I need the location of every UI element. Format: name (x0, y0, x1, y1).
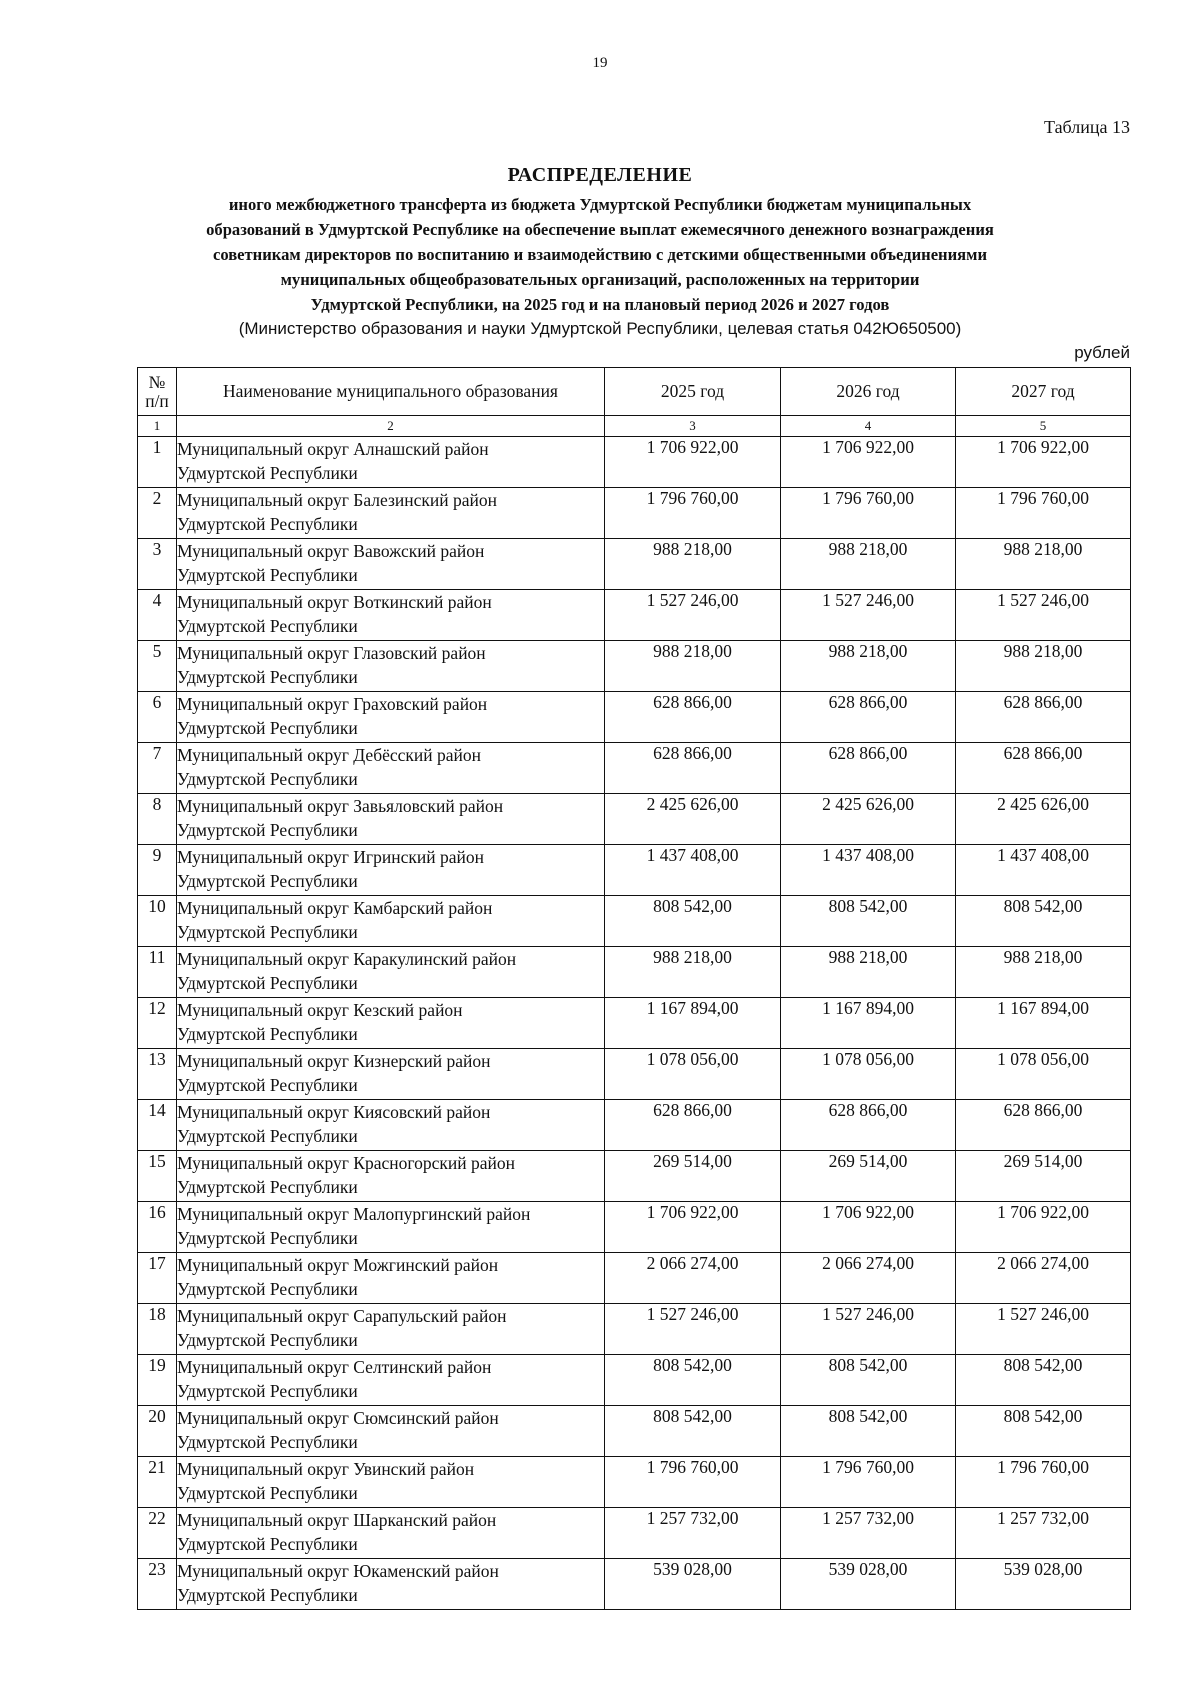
value-2026: 1 706 922,00 (781, 437, 956, 488)
table-row (138, 1508, 1131, 1559)
value-2027: 1 796 760,00 (956, 488, 1131, 539)
municipality-name-line1: Муниципальный округ Камбарский район (177, 898, 493, 918)
value-2026: 1 167 894,00 (781, 998, 956, 1049)
municipality-name-line2: Удмуртской Республики (177, 1075, 358, 1095)
row-number: 7 (138, 743, 177, 794)
value-2025: 1 527 246,00 (605, 590, 781, 641)
value-2025: 1 257 732,00 (605, 1508, 781, 1559)
distribution-table (137, 367, 1131, 1610)
municipality-name-line2: Удмуртской Республики (177, 1534, 358, 1554)
municipality-name (177, 437, 605, 488)
municipality-name (177, 998, 605, 1049)
municipality-name-line1: Муниципальный округ Вавожский район (177, 541, 485, 561)
value-2026: 808 542,00 (781, 896, 956, 947)
municipality-name-line2: Удмуртской Республики (177, 1381, 358, 1401)
municipality-name-line1: Муниципальный округ Дебёсский район (177, 745, 482, 765)
value-2027: 988 218,00 (956, 641, 1131, 692)
value-2025: 539 028,00 (605, 1559, 781, 1610)
value-2027: 1 706 922,00 (956, 437, 1131, 488)
row-number: 2 (138, 488, 177, 539)
municipality-name (177, 1508, 605, 1559)
municipality-name-line1: Муниципальный округ Юкаменский район (177, 1561, 499, 1581)
column-index: 2 (177, 416, 605, 437)
value-2025: 2 425 626,00 (605, 794, 781, 845)
municipality-name-line2: Удмуртской Республики (177, 922, 358, 942)
column-index: 1 (138, 416, 177, 437)
municipality-name-line1: Муниципальный округ Киясовский район (177, 1102, 491, 1122)
municipality-name-line1: Муниципальный округ Кизнерский район (177, 1051, 491, 1071)
municipality-name (177, 590, 605, 641)
header-2027: 2027 год (956, 368, 1131, 416)
municipality-name (177, 1559, 605, 1610)
value-2025: 1 706 922,00 (605, 1202, 781, 1253)
municipality-name-line2: Удмуртской Республики (177, 1585, 358, 1605)
value-2026: 988 218,00 (781, 539, 956, 590)
value-2027: 1 527 246,00 (956, 1304, 1131, 1355)
value-2026: 1 796 760,00 (781, 1457, 956, 1508)
municipality-name-line1: Муниципальный округ Граховский район (177, 694, 488, 714)
units-label: рублей (1074, 343, 1130, 362)
value-2025: 1 796 760,00 (605, 1457, 781, 1508)
table-row (138, 1049, 1131, 1100)
table-header-row (138, 368, 1131, 416)
value-2025: 988 218,00 (605, 641, 781, 692)
row-number: 1 (138, 437, 177, 488)
value-2025: 269 514,00 (605, 1151, 781, 1202)
value-2026: 1 257 732,00 (781, 1508, 956, 1559)
municipality-name-line2: Удмуртской Республики (177, 1024, 358, 1044)
value-2027: 1 706 922,00 (956, 1202, 1131, 1253)
municipality-name-line2: Удмуртской Республики (177, 514, 358, 534)
value-2026: 2 066 274,00 (781, 1253, 956, 1304)
value-2027: 1 796 760,00 (956, 1457, 1131, 1508)
table-row (138, 947, 1131, 998)
value-2027: 269 514,00 (956, 1151, 1131, 1202)
title-line: муниципальных общеобразовательных организаций, расположенных на территории (280, 270, 920, 289)
municipality-name-line2: Удмуртской Республики (177, 1330, 358, 1350)
municipality-name-line1: Муниципальный округ Воткинский район (177, 592, 492, 612)
value-2026: 628 866,00 (781, 692, 956, 743)
municipality-name (177, 845, 605, 896)
value-2025: 628 866,00 (605, 1100, 781, 1151)
municipality-name (177, 1151, 605, 1202)
municipality-name (177, 743, 605, 794)
header-number (138, 368, 177, 416)
value-2026: 1 437 408,00 (781, 845, 956, 896)
column-index: 4 (781, 416, 956, 437)
table-row (138, 437, 1131, 488)
municipality-name-line2: Удмуртской Республики (177, 718, 358, 738)
value-2027: 539 028,00 (956, 1559, 1131, 1610)
municipality-name-line1: Муниципальный округ Завьяловский район (177, 796, 504, 816)
value-2026: 808 542,00 (781, 1406, 956, 1457)
municipality-name (177, 1304, 605, 1355)
value-2026: 1 706 922,00 (781, 1202, 956, 1253)
municipality-name (177, 539, 605, 590)
value-2027: 628 866,00 (956, 692, 1131, 743)
value-2025: 628 866,00 (605, 743, 781, 794)
row-number: 22 (138, 1508, 177, 1559)
row-number: 14 (138, 1100, 177, 1151)
table-row (138, 488, 1131, 539)
column-index-row (138, 416, 1131, 437)
municipality-name-line1: Муниципальный округ Балезинский район (177, 490, 497, 510)
table-row (138, 692, 1131, 743)
municipality-name-line2: Удмуртской Республики (177, 871, 358, 891)
municipality-name-line1: Муниципальный округ Шарканский район (177, 1510, 497, 1530)
municipality-name-line2: Удмуртской Республики (177, 1279, 358, 1299)
title-line: Удмуртской Республики, на 2025 год и на плановый период 2026 и 2027 годов (310, 295, 890, 314)
row-number: 4 (138, 590, 177, 641)
value-2027: 808 542,00 (956, 896, 1131, 947)
value-2025: 1 706 922,00 (605, 437, 781, 488)
row-number: 13 (138, 1049, 177, 1100)
value-2027: 628 866,00 (956, 743, 1131, 794)
row-number: 11 (138, 947, 177, 998)
column-index: 5 (956, 416, 1131, 437)
row-number: 20 (138, 1406, 177, 1457)
value-2026: 1 527 246,00 (781, 590, 956, 641)
value-2026: 808 542,00 (781, 1355, 956, 1406)
document-heading: РАСПРЕДЕЛЕНИЕ (507, 164, 693, 186)
municipality-name-line1: Муниципальный округ Каракулинский район (177, 949, 517, 969)
value-2025: 1 078 056,00 (605, 1049, 781, 1100)
table-row (138, 1202, 1131, 1253)
row-number: 12 (138, 998, 177, 1049)
title-line: иного межбюджетного трансферта из бюджета Удмуртской Республики бюджетам муниципальных (228, 195, 972, 214)
value-2025: 988 218,00 (605, 947, 781, 998)
table-row (138, 590, 1131, 641)
municipality-name-line1: Муниципальный округ Сюмсинский район (177, 1408, 499, 1428)
table-row (138, 641, 1131, 692)
value-2027: 808 542,00 (956, 1355, 1131, 1406)
document-subtitle: (Министерство образования и науки Удмуртской Республики, целевая статья 042Ю650500) (238, 319, 962, 338)
municipality-name-line1: Муниципальный округ Красногорский район (177, 1153, 515, 1173)
table-row (138, 1253, 1131, 1304)
row-number: 15 (138, 1151, 177, 1202)
header-2025: 2025 год (605, 368, 781, 416)
table-row (138, 794, 1131, 845)
municipality-name (177, 641, 605, 692)
value-2027: 1 167 894,00 (956, 998, 1131, 1049)
row-number: 18 (138, 1304, 177, 1355)
municipality-name-line2: Удмуртской Республики (177, 1228, 358, 1248)
row-number: 17 (138, 1253, 177, 1304)
value-2025: 808 542,00 (605, 896, 781, 947)
municipality-name (177, 1457, 605, 1508)
header-number-line1: № (148, 371, 166, 392)
value-2027: 808 542,00 (956, 1406, 1131, 1457)
municipality-name-line1: Муниципальный округ Сарапульский район (177, 1306, 507, 1326)
value-2025: 2 066 274,00 (605, 1253, 781, 1304)
municipality-name-line1: Муниципальный округ Кезский район (177, 1000, 463, 1020)
municipality-name-line2: Удмуртской Республики (177, 1483, 358, 1503)
municipality-name (177, 1406, 605, 1457)
value-2026: 988 218,00 (781, 641, 956, 692)
row-number: 21 (138, 1457, 177, 1508)
title-line: советникам директоров по воспитанию и взаимодействию с детскими общественными объединениями (212, 245, 988, 264)
value-2025: 808 542,00 (605, 1406, 781, 1457)
table-row (138, 1457, 1131, 1508)
header-number-line2: п/п (145, 390, 169, 411)
table-body (138, 437, 1131, 1610)
row-number: 16 (138, 1202, 177, 1253)
table-row (138, 1355, 1131, 1406)
page-number: 19 (592, 55, 608, 71)
municipality-name-line2: Удмуртской Республики (177, 1432, 358, 1452)
value-2027: 1 078 056,00 (956, 1049, 1131, 1100)
value-2027: 988 218,00 (956, 947, 1131, 998)
row-number: 23 (138, 1559, 177, 1610)
value-2027: 1 437 408,00 (956, 845, 1131, 896)
municipality-name-line1: Муниципальный округ Малопургинский район (177, 1204, 531, 1224)
row-number: 5 (138, 641, 177, 692)
municipality-name (177, 1202, 605, 1253)
row-number: 6 (138, 692, 177, 743)
value-2026: 539 028,00 (781, 1559, 956, 1610)
table-row (138, 896, 1131, 947)
municipality-name (177, 1100, 605, 1151)
municipality-name (177, 1355, 605, 1406)
municipality-name (177, 794, 605, 845)
municipality-name-line2: Удмуртской Республики (177, 973, 358, 993)
value-2025: 1 527 246,00 (605, 1304, 781, 1355)
table-row (138, 743, 1131, 794)
row-number: 10 (138, 896, 177, 947)
value-2026: 1 796 760,00 (781, 488, 956, 539)
municipality-name-line2: Удмуртской Республики (177, 769, 358, 789)
table-row (138, 1100, 1131, 1151)
table-row (138, 1406, 1131, 1457)
value-2027: 988 218,00 (956, 539, 1131, 590)
header-2026: 2026 год (781, 368, 956, 416)
row-number: 9 (138, 845, 177, 896)
value-2025: 808 542,00 (605, 1355, 781, 1406)
municipality-name-line2: Удмуртской Республики (177, 667, 358, 687)
table-row (138, 539, 1131, 590)
municipality-name (177, 896, 605, 947)
value-2026: 1 527 246,00 (781, 1304, 956, 1355)
value-2027: 2 425 626,00 (956, 794, 1131, 845)
value-2026: 628 866,00 (781, 743, 956, 794)
municipality-name-line2: Удмуртской Республики (177, 1126, 358, 1146)
value-2027: 628 866,00 (956, 1100, 1131, 1151)
municipality-name-line1: Муниципальный округ Игринский район (177, 847, 484, 867)
title-line: образований в Удмуртской Республике на обеспечение выплат ежемесячного денежного вознаграждения (206, 220, 994, 239)
municipality-name-line1: Муниципальный округ Увинский район (177, 1459, 475, 1479)
municipality-name-line1: Муниципальный округ Можгинский район (177, 1255, 499, 1275)
municipality-name (177, 947, 605, 998)
table-label: Таблица 13 (1044, 117, 1130, 137)
header-name: Наименование муниципального образования (177, 368, 605, 416)
municipality-name (177, 1049, 605, 1100)
municipality-name (177, 488, 605, 539)
value-2025: 628 866,00 (605, 692, 781, 743)
municipality-name-line1: Муниципальный округ Алнашский район (177, 439, 489, 459)
value-2027: 2 066 274,00 (956, 1253, 1131, 1304)
value-2026: 1 078 056,00 (781, 1049, 956, 1100)
table-row (138, 1304, 1131, 1355)
table-row (138, 845, 1131, 896)
municipality-name (177, 692, 605, 743)
municipality-name-line2: Удмуртской Республики (177, 565, 358, 585)
value-2025: 988 218,00 (605, 539, 781, 590)
value-2025: 1 437 408,00 (605, 845, 781, 896)
municipality-name-line2: Удмуртской Республики (177, 616, 358, 636)
table-row (138, 998, 1131, 1049)
row-number: 8 (138, 794, 177, 845)
municipality-name-line1: Муниципальный округ Селтинский район (177, 1357, 492, 1377)
value-2026: 2 425 626,00 (781, 794, 956, 845)
value-2025: 1 796 760,00 (605, 488, 781, 539)
value-2027: 1 527 246,00 (956, 590, 1131, 641)
table-row (138, 1559, 1131, 1610)
municipality-name-line2: Удмуртской Республики (177, 820, 358, 840)
value-2026: 269 514,00 (781, 1151, 956, 1202)
value-2026: 988 218,00 (781, 947, 956, 998)
municipality-name-line2: Удмуртской Республики (177, 463, 358, 483)
municipality-name-line2: Удмуртской Республики (177, 1177, 358, 1197)
document-title (0, 192, 1200, 317)
municipality-name (177, 1253, 605, 1304)
row-number: 19 (138, 1355, 177, 1406)
value-2025: 1 167 894,00 (605, 998, 781, 1049)
row-number: 3 (138, 539, 177, 590)
table-row (138, 1151, 1131, 1202)
column-index: 3 (605, 416, 781, 437)
value-2026: 628 866,00 (781, 1100, 956, 1151)
municipality-name-line1: Муниципальный округ Глазовский район (177, 643, 486, 663)
value-2027: 1 257 732,00 (956, 1508, 1131, 1559)
